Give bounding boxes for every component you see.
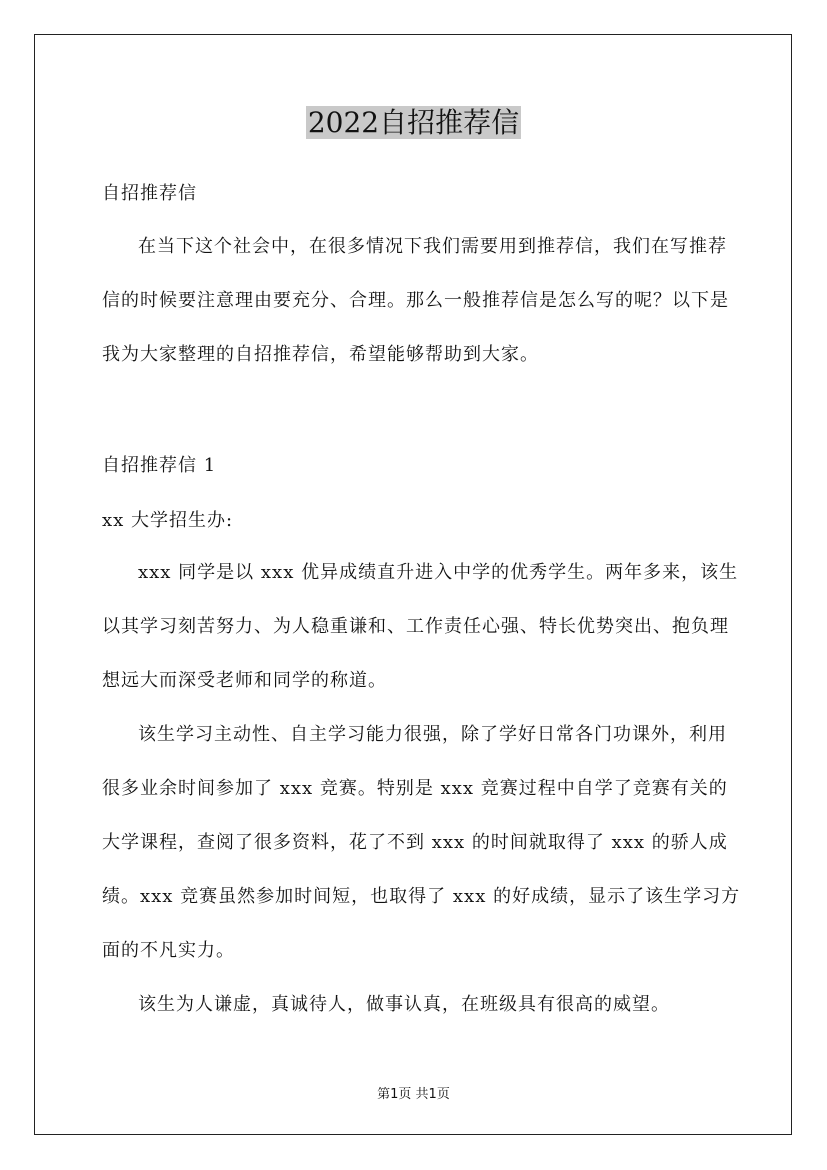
subheading: 自招推荐信 [102, 183, 197, 204]
body-paragraph-1: xxx 同学是以 xxx 优异成绩直升进入中学的优秀学生。两年多来，该生以其学习刻苦努力、为人稳重谦和、工作责任心强、特长优势突出、抱负理想远大而深受老师和同学的称道。 [102, 562, 739, 691]
body-paragraph-3: 该生为人谦虚，真诚待人，做事认真，在班级具有很高的威望。 [138, 994, 670, 1015]
salutation: xx 大学招生办: [102, 510, 234, 531]
document-title: 2022自招推荐信 [307, 106, 520, 139]
letter-heading: 自招推荐信 1 [102, 455, 217, 476]
page-number-footer: 第1页 共1页 [377, 1087, 450, 1102]
intro-paragraph: 在当下这个社会中，在很多情况下我们需要用到推荐信，我们在写推荐信的时候要注意理由要充分、合理。那么一般推荐信是怎么写的呢？以下是我为大家整理的自招推荐信，希望能够帮助到大家。 [102, 236, 729, 365]
body-paragraph-2: 该生学习主动性、自主学习能力很强，除了学好日常各门功课外，利用很多业余时间参加了 xxx 竞赛。特别是 xxx 竞赛过程中自学了竞赛有关的大学课程，查阅了很多资料，花了不到 xxx 的时间就取得了 xxx 的骄人成绩。xxx 竞赛虽然参加时间短，也取得了 xxx 的好成绩，显示了该生学习方面的不凡实力。 [102, 724, 741, 961]
